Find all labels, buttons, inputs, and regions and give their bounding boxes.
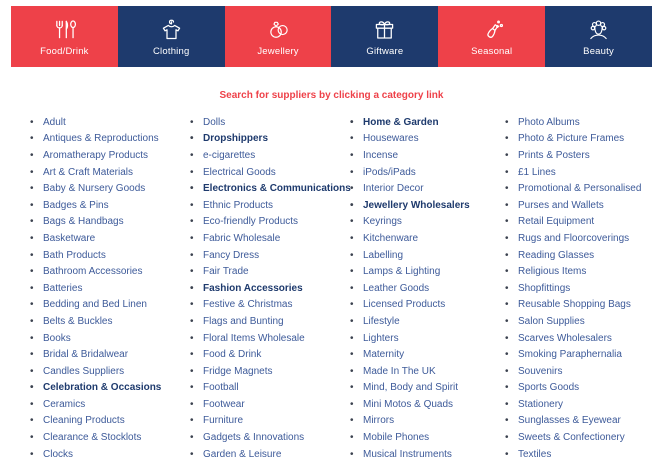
bullet-icon: • (30, 432, 34, 444)
category-link-label: Salon Supplies (518, 315, 585, 327)
category-link[interactable] (350, 131, 495, 148)
category-link-label: Photo & Picture Frames (518, 133, 625, 145)
bullet-icon: • (30, 116, 34, 128)
bullet-icon: • (350, 432, 354, 444)
bullet-icon: • (350, 166, 354, 178)
bullet-icon: • (505, 332, 509, 344)
category-link-label: Clearance & Stocklots (43, 432, 142, 444)
category-link[interactable] (350, 363, 495, 380)
bullet-icon: • (350, 299, 354, 311)
category-column (340, 114, 495, 462)
category-link-label: Keyrings (363, 216, 402, 228)
bullet-icon: • (30, 299, 34, 311)
category-link-label: Photo Albums (518, 116, 580, 128)
category-link-label: Prints & Posters (518, 149, 590, 161)
category-link[interactable] (30, 396, 180, 413)
category-link[interactable] (350, 330, 495, 347)
bullet-icon: • (190, 432, 194, 444)
category-link[interactable] (505, 380, 663, 397)
bullet-icon: • (350, 365, 354, 377)
category-link-label: Promotional & Personalised (518, 183, 642, 195)
category-link-label: Electronics & Communications (203, 183, 351, 195)
category-link[interactable] (350, 230, 495, 247)
category-link-label: Flags and Bunting (203, 315, 284, 327)
bullet-icon: • (350, 349, 354, 361)
category-link-label: Mind, Body and Spirit (363, 382, 459, 394)
category-link[interactable] (505, 313, 663, 330)
category-link-label: Lighters (363, 332, 399, 344)
bullet-icon: • (505, 216, 509, 228)
category-link[interactable] (505, 164, 663, 181)
category-link-label: Books (43, 332, 71, 344)
bullet-icon: • (505, 149, 509, 161)
tab-food-drink[interactable] (11, 6, 118, 67)
category-link[interactable] (505, 263, 663, 280)
category-link-label: Celebration & Occasions (43, 382, 162, 394)
category-link-label: Smoking Paraphernalia (518, 349, 622, 361)
bullet-icon: • (350, 332, 354, 344)
category-link[interactable] (505, 297, 663, 314)
category-link[interactable] (190, 313, 340, 330)
category-link[interactable] (505, 214, 663, 231)
bullet-icon: • (190, 249, 194, 261)
category-link-label: Gadgets & Innovations (203, 432, 305, 444)
category-link[interactable] (30, 197, 180, 214)
category-link[interactable] (350, 313, 495, 330)
category-link-label: Retail Equipment (518, 216, 595, 228)
bullet-icon: • (505, 199, 509, 211)
bullet-icon: • (30, 282, 34, 294)
bullet-icon: • (505, 183, 509, 195)
tab-jewellery[interactable] (225, 6, 332, 67)
category-link[interactable] (505, 413, 663, 430)
category-link-label: Ceramics (43, 398, 86, 410)
bullet-icon: • (30, 183, 34, 195)
category-link[interactable] (505, 131, 663, 148)
rings-icon (265, 16, 292, 43)
bullet-icon: • (505, 349, 509, 361)
category-link-label: Kitchenware (363, 232, 419, 244)
category-link[interactable] (350, 429, 495, 446)
category-link-label: Batteries (43, 282, 83, 294)
category-link[interactable] (30, 114, 180, 131)
bullet-icon: • (505, 415, 509, 427)
bullet-icon: • (190, 398, 194, 410)
category-link[interactable] (190, 197, 340, 214)
bullet-icon: • (190, 183, 194, 195)
category-link[interactable] (190, 114, 340, 131)
category-link[interactable] (505, 429, 663, 446)
category-link-label: Fair Trade (203, 266, 249, 278)
category-link-label: Scarves Wholesalers (518, 332, 612, 344)
tab-seasonal[interactable] (438, 6, 545, 67)
tab-label: Food/Drink (40, 46, 89, 57)
category-link-label: Souvenirs (518, 365, 563, 377)
bullet-icon: • (350, 266, 354, 278)
category-link-label: £1 Lines (518, 166, 556, 178)
bullet-icon: • (190, 216, 194, 228)
bullet-icon: • (30, 232, 34, 244)
category-link-label: Musical Instruments (363, 448, 452, 460)
category-columns (0, 114, 663, 462)
category-link-label: Mirrors (363, 415, 395, 427)
category-link[interactable] (190, 280, 340, 297)
category-link[interactable] (30, 446, 180, 463)
bullet-icon: • (350, 448, 354, 460)
bullet-icon: • (190, 299, 194, 311)
category-link[interactable] (190, 131, 340, 148)
bullet-icon: • (505, 448, 509, 460)
bullet-icon: • (505, 166, 509, 178)
category-link[interactable] (505, 197, 663, 214)
category-link[interactable] (190, 297, 340, 314)
category-link[interactable] (350, 280, 495, 297)
category-tabs (11, 6, 652, 67)
category-link-label: Incense (363, 149, 399, 161)
bullet-icon: • (190, 266, 194, 278)
bullet-icon: • (30, 249, 34, 261)
category-link[interactable] (350, 346, 495, 363)
category-link-label: Fashion Accessories (203, 282, 303, 294)
category-link[interactable] (350, 214, 495, 231)
category-link-label: Aromatherapy Products (43, 149, 149, 161)
tab-label: Clothing (153, 46, 190, 57)
tab-label: Giftware (366, 46, 404, 57)
tab-label: Seasonal (471, 46, 513, 57)
category-link-label: e-cigarettes (203, 149, 256, 161)
category-link[interactable] (350, 180, 495, 197)
bullet-icon: • (350, 232, 354, 244)
bullet-icon: • (505, 398, 509, 410)
bullet-icon: • (505, 282, 509, 294)
bullet-icon: • (505, 116, 509, 128)
category-link[interactable] (350, 147, 495, 164)
category-link-label: Reading Glasses (518, 249, 595, 261)
bullet-icon: • (30, 216, 34, 228)
category-link[interactable] (190, 164, 340, 181)
category-link-label: Made In The UK (363, 365, 436, 377)
bullet-icon: • (190, 382, 194, 394)
category-link[interactable] (350, 247, 495, 264)
bullet-icon: • (350, 116, 354, 128)
tab-beauty[interactable] (545, 6, 652, 67)
bullet-icon: • (190, 332, 194, 344)
bullet-icon: • (190, 199, 194, 211)
category-link[interactable] (190, 330, 340, 347)
category-link[interactable] (350, 164, 495, 181)
category-link-label: Clocks (43, 448, 74, 460)
bullet-icon: • (350, 398, 354, 410)
category-link-label: Sweets & Confectionery (518, 432, 625, 444)
category-link-label: Basketware (43, 232, 96, 244)
category-link-label: Reusable Shopping Bags (518, 299, 631, 311)
category-link-label: Footwear (203, 398, 245, 410)
bullet-icon: • (190, 282, 194, 294)
category-link-label: Food & Drink (203, 349, 262, 361)
bullet-icon: • (190, 133, 194, 145)
category-link-label: Religious Items (518, 266, 587, 278)
category-link-label: Bridal & Bridalwear (43, 349, 129, 361)
bullet-icon: • (30, 315, 34, 327)
gift-icon (371, 16, 398, 43)
bullet-icon: • (190, 116, 194, 128)
category-link[interactable] (350, 263, 495, 280)
category-link[interactable] (30, 346, 180, 363)
category-link[interactable] (505, 396, 663, 413)
bullet-icon: • (30, 332, 34, 344)
category-link[interactable] (505, 230, 663, 247)
bullet-icon: • (30, 149, 34, 161)
champagne-icon (478, 16, 505, 43)
category-link[interactable] (190, 180, 351, 197)
supplier-category-page (0, 6, 663, 462)
category-link-label: Candles Suppliers (43, 365, 125, 377)
bullet-icon: • (350, 183, 354, 195)
category-link-label: Sunglasses & Eyewear (518, 415, 621, 427)
category-link[interactable] (30, 363, 180, 380)
category-column (20, 114, 180, 462)
category-link[interactable] (30, 380, 180, 397)
category-link-label: Fridge Magnets (203, 365, 273, 377)
bullet-icon: • (30, 415, 34, 427)
category-link[interactable] (30, 230, 180, 247)
bullet-icon: • (505, 133, 509, 145)
category-link-label: Sports Goods (518, 382, 580, 394)
category-link-label: Bedding and Bed Linen (43, 299, 147, 311)
category-link-label: Floral Items Wholesale (203, 332, 305, 344)
bullet-icon: • (30, 448, 34, 460)
bullet-icon: • (30, 199, 34, 211)
category-link[interactable] (190, 363, 340, 380)
category-link[interactable] (505, 363, 663, 380)
tab-label: Jewellery (257, 46, 299, 57)
category-link-label: Interior Decor (363, 183, 424, 195)
category-link[interactable] (30, 180, 180, 197)
category-link-label: Fabric Wholesale (203, 232, 281, 244)
bullet-icon: • (505, 249, 509, 261)
category-link[interactable] (350, 197, 495, 214)
category-link-label: Leather Goods (363, 282, 430, 294)
bullet-icon: • (350, 149, 354, 161)
bullet-icon: • (190, 448, 194, 460)
category-link[interactable] (505, 180, 663, 197)
category-link[interactable] (190, 214, 340, 231)
category-link-label: Furniture (203, 415, 244, 427)
category-link[interactable] (30, 147, 180, 164)
category-link-label: Lamps & Lighting (363, 266, 441, 278)
bullet-icon: • (30, 266, 34, 278)
category-link-label: Football (203, 382, 239, 394)
category-link[interactable] (190, 413, 340, 430)
category-link[interactable] (505, 114, 663, 131)
category-link-label: Home & Garden (363, 116, 439, 128)
category-link[interactable] (350, 396, 495, 413)
category-link-label: Antiques & Reproductions (43, 133, 159, 145)
category-link-label: iPods/iPads (363, 166, 416, 178)
category-link[interactable] (505, 446, 663, 463)
bullet-icon: • (350, 249, 354, 261)
category-link-label: Purses and Wallets (518, 199, 604, 211)
category-link[interactable] (350, 380, 495, 397)
bullet-icon: • (505, 315, 509, 327)
category-link[interactable] (350, 114, 495, 131)
category-link-label: Eco-friendly Products (203, 216, 299, 228)
bullet-icon: • (30, 398, 34, 410)
category-link[interactable] (190, 380, 340, 397)
bullet-icon: • (350, 382, 354, 394)
category-link[interactable] (30, 413, 180, 430)
category-column (180, 114, 351, 462)
category-link[interactable] (30, 313, 180, 330)
bullet-icon: • (190, 349, 194, 361)
bullet-icon: • (505, 299, 509, 311)
cutlery-icon (51, 16, 78, 43)
category-link[interactable] (30, 297, 180, 314)
category-column (495, 114, 663, 462)
bullet-icon: • (190, 415, 194, 427)
category-link[interactable] (190, 346, 340, 363)
bullet-icon: • (190, 149, 194, 161)
category-link-label: Licensed Products (363, 299, 446, 311)
category-link[interactable] (505, 280, 663, 297)
category-link[interactable] (30, 280, 180, 297)
category-link-label: Cleaning Products (43, 415, 125, 427)
category-link[interactable] (190, 230, 340, 247)
category-link-label: Maternity (363, 349, 405, 361)
bullet-icon: • (505, 382, 509, 394)
category-link[interactable] (350, 297, 495, 314)
category-link[interactable] (505, 247, 663, 264)
bullet-icon: • (350, 133, 354, 145)
category-link-label: Textiles (518, 448, 552, 460)
category-link-label: Jewellery Wholesalers (363, 199, 470, 211)
bullet-icon: • (350, 315, 354, 327)
category-link[interactable] (190, 247, 340, 264)
bullet-icon: • (505, 432, 509, 444)
category-link[interactable] (30, 330, 180, 347)
category-link[interactable] (30, 263, 180, 280)
bullet-icon: • (350, 415, 354, 427)
category-link[interactable] (30, 429, 180, 446)
category-link[interactable] (190, 446, 340, 463)
category-link-label: Ethnic Products (203, 199, 274, 211)
category-link-label: Belts & Buckles (43, 315, 113, 327)
page-title: Search for suppliers by clicking a category link (219, 90, 444, 101)
category-link-label: Shopfittings (518, 282, 571, 294)
category-link-label: Mini Motos & Quads (363, 398, 454, 410)
category-link[interactable] (505, 330, 663, 347)
category-link-label: Art & Craft Materials (43, 166, 134, 178)
bullet-icon: • (350, 282, 354, 294)
category-link-label: Bags & Handbags (43, 216, 124, 228)
bullet-icon: • (505, 232, 509, 244)
category-link[interactable] (30, 247, 180, 264)
tab-label: Beauty (583, 46, 614, 57)
category-link-label: Dolls (203, 116, 226, 128)
category-link-label: Adult (43, 116, 66, 128)
bullet-icon: • (350, 216, 354, 228)
category-link-label: Bathroom Accessories (43, 266, 143, 278)
bullet-icon: • (190, 315, 194, 327)
category-link-label: Housewares (363, 133, 419, 145)
category-link-label: Rugs and Floorcoverings (518, 232, 630, 244)
category-link-label: Baby & Nursery Goods (43, 183, 146, 195)
bullet-icon: • (30, 166, 34, 178)
category-link-label: Badges & Pins (43, 199, 109, 211)
category-link[interactable] (190, 396, 340, 413)
category-link-label: Garden & Leisure (203, 448, 282, 460)
category-link-label: Festive & Christmas (203, 299, 293, 311)
tab-giftware[interactable] (331, 6, 438, 67)
category-link[interactable] (190, 147, 340, 164)
bullet-icon: • (505, 266, 509, 278)
category-link[interactable] (30, 164, 180, 181)
beauty-icon (585, 16, 612, 43)
category-link[interactable] (30, 214, 180, 231)
bullet-icon: • (30, 365, 34, 377)
category-link[interactable] (505, 147, 663, 164)
category-link-label: Mobile Phones (363, 432, 430, 444)
bullet-icon: • (190, 232, 194, 244)
category-link-label: Dropshippers (203, 133, 269, 145)
category-link-label: Electrical Goods (203, 166, 276, 178)
category-link-label: Stationery (518, 398, 564, 410)
category-link[interactable] (190, 263, 340, 280)
category-link[interactable] (350, 413, 495, 430)
category-link-label: Bath Products (43, 249, 106, 261)
bullet-icon: • (190, 365, 194, 377)
bullet-icon: • (350, 199, 354, 211)
bullet-icon: • (30, 349, 34, 361)
tshirt-icon (158, 16, 185, 43)
category-link[interactable] (350, 446, 495, 463)
category-link-label: Labelling (363, 249, 404, 261)
category-link[interactable] (505, 346, 663, 363)
bullet-icon: • (505, 365, 509, 377)
category-link[interactable] (30, 131, 180, 148)
bullet-icon: • (190, 166, 194, 178)
category-link-label: Fancy Dress (203, 249, 260, 261)
bullet-icon: • (30, 133, 34, 145)
bullet-icon: • (30, 382, 34, 394)
category-link-label: Lifestyle (363, 315, 400, 327)
category-link[interactable] (190, 429, 340, 446)
tab-clothing[interactable] (118, 6, 225, 67)
